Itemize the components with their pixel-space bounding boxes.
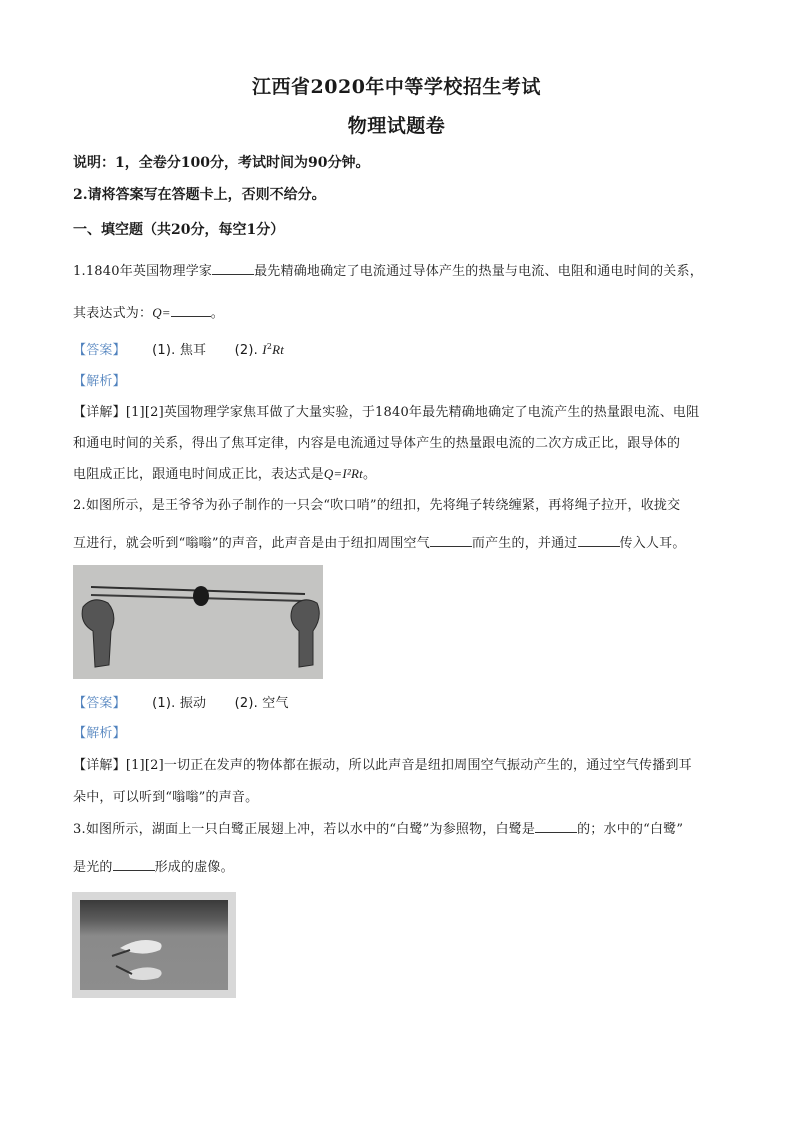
answer-2: (2). 空气	[234, 696, 289, 711]
answer-label: 【答案】	[73, 696, 126, 711]
answer-blank[interactable]	[535, 820, 577, 833]
egret-reflection-figure	[72, 892, 236, 998]
answer-blank[interactable]	[578, 534, 620, 547]
question-1-line-2: 其表达式为：Q= 。	[73, 305, 224, 321]
question-1-analysis	[73, 370, 126, 389]
analysis-label: 【解析】	[73, 374, 126, 389]
question-2-analysis	[73, 722, 126, 741]
question-2-answer	[73, 692, 289, 711]
question-1-detail-line-2: 和通电时间的关系，得出了焦耳定律，内容是电流通过导体产生的热量跟电流的二次方成正比，跟导体的	[73, 436, 681, 451]
answer-blank[interactable]	[171, 304, 211, 317]
detail-label: 【详解】	[73, 758, 126, 773]
question-3-line-2: 是光的 形成的虚像。	[73, 860, 234, 875]
question-1-answer: 【答案】 (1). 焦耳 (2). $I^2Rt$	[73, 342, 285, 358]
instruction-line-2: 2.请将答案写在答题卡上，否则不给分。	[73, 187, 326, 203]
button-whistle-figure	[73, 565, 323, 679]
section-heading: 一、填空题（共20分，每空1分）	[73, 222, 285, 238]
answer-label: 【答案】	[73, 343, 126, 358]
analysis-label: 【解析】	[73, 726, 126, 741]
question-2-line-1: 2.如图所示，是王爷爷为孙子制作的一只会“吹口哨”的纽扣，先将绳子转绕缠紧，再将绳子拉开，收拢交	[73, 498, 681, 513]
button-whistle-illustration	[73, 565, 323, 679]
answer-1: (1). 振动	[152, 696, 207, 711]
question-1-detail-line-1: 【详解】[1][2]英国物理学家焦耳做了大量实验，于1840年最先精确地确定了电流产生的热量跟电流、电阻	[73, 405, 700, 420]
question-2-detail-line-1: 【详解】[1][2]一切正在发声的物体都在振动，所以此声音是纽扣周围空气振动产生的，通过空气传播到耳	[73, 758, 692, 773]
question-2-line-2: 互进行，就会听到“嗡嗡”的声音，此声音是由于纽扣周围空气 而产生的，并通过 传入人耳。	[73, 536, 686, 551]
answer-2: (2).	[234, 343, 263, 358]
question-1-detail-line-3: 电阻成正比，跟通电时间成正比，表达式是Q=I²Rt。	[73, 466, 377, 482]
exam-subtitle: 物理试题卷	[347, 115, 446, 137]
exam-title: 江西省2020年中等学校招生考试	[252, 76, 541, 98]
question-3-line-1: 3.如图所示，湖面上一只白鹭正展翅上冲，若以水中的“白鹭”为参照物，白鹭是 的；水中的“白鹭”	[73, 822, 684, 837]
answer-blank[interactable]	[113, 858, 155, 871]
answer-1: (1). 焦耳	[152, 343, 207, 358]
question-1-line-1: 1.1840年英国物理学家 最先精确地确定了电流通过导体产生的热量与电流、电阻和通电时间的关系，	[73, 264, 703, 279]
answer-blank[interactable]	[212, 262, 254, 275]
detail-label: 【详解】	[73, 405, 126, 420]
question-2-detail-line-2: 朵中，可以听到“嗡嗡”的声音。	[73, 790, 259, 805]
egret-photo	[80, 900, 228, 990]
instruction-line-1: 说明：1，全卷分100分，考试时间为90分钟。	[73, 155, 370, 171]
answer-blank[interactable]	[430, 534, 472, 547]
